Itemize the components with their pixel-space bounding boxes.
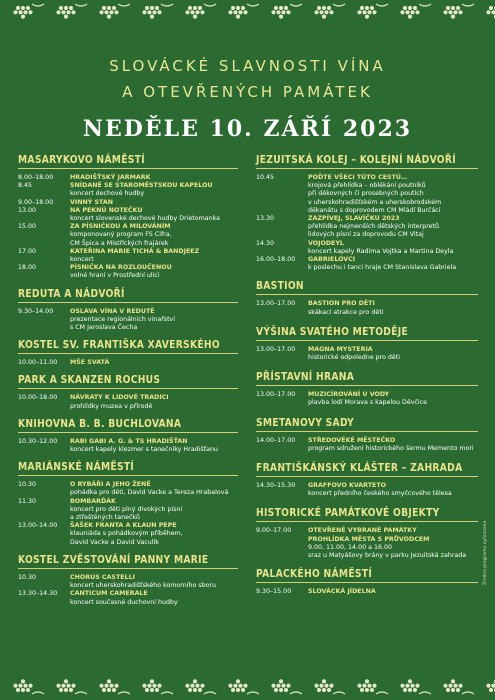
event-name: NA PEKNÚ NOTEČKU <box>70 206 143 214</box>
program-event <box>18 359 238 367</box>
venue-section <box>18 155 238 281</box>
venue-heading: MASARYKOVO NÁMĚSTÍ <box>18 155 238 169</box>
event-time: 8.00–18.00 <box>18 174 54 181</box>
venue-heading: HISTORICKÉ PAMÁTKOVÉ OBJEKTY <box>256 508 478 522</box>
event-description: děkanátu s doprovodem CM Mládí Burčáci <box>308 206 441 214</box>
event-time: 15.00 <box>18 223 37 231</box>
program-event <box>18 223 238 248</box>
event-description: při děkovných či prosebných poutích <box>308 190 424 198</box>
event-description: koncert pro děti plný divokých písní <box>70 505 183 513</box>
grape-pattern-icon <box>0 0 495 36</box>
program-event <box>256 527 478 535</box>
event-description: klauniáda s pohádkovým příběhem, <box>70 530 183 538</box>
program-event <box>256 300 478 316</box>
event-description: CM Špica a Mistříckých frajárek <box>70 239 169 247</box>
event-description: 9.00, 11.00, 14.00 a 16.00 <box>308 543 392 551</box>
event-time: 10.30 <box>18 573 37 581</box>
venue-section <box>256 155 478 272</box>
program-event <box>18 498 238 523</box>
event-name: VINNÝ STAN <box>70 198 113 206</box>
venue-section <box>256 327 478 362</box>
grape-border-top <box>0 0 495 36</box>
event-description: David Vacke a David Vaculík <box>70 538 159 546</box>
event-time: 13.00–14.00 <box>18 522 58 530</box>
program-event <box>256 536 478 561</box>
event-name: CANTICUM CAMERALE <box>70 590 148 598</box>
program-event <box>256 437 478 453</box>
event-time: 8.45 <box>18 182 33 190</box>
event-description: přehlídka nejmenších dětských interpretů <box>308 223 439 231</box>
event-name: KATEŘINA MARIE TICHÁ & BANDJEEZ <box>70 247 200 255</box>
event-description: koncert uherskohradišťského komorního sboru <box>70 582 217 590</box>
event-time: 9.30–14.00 <box>18 307 54 315</box>
event-time: 17.00 <box>18 247 37 255</box>
event-time: 14.30–15.30 <box>256 482 296 490</box>
venue-heading: SMETANOVY SADY <box>256 418 478 432</box>
event-name: OTEVŘENÉ VYBRANÉ PAMÁTKY <box>308 527 417 535</box>
venue-section <box>18 555 238 607</box>
event-name: MUZICÍROVÁNÍ U VODY <box>308 391 390 399</box>
event-time <box>256 536 308 561</box>
event-description: koncert dechové hudby <box>70 190 145 198</box>
grape-pattern-icon <box>0 664 495 700</box>
event-description: historické odpoledne pro děti <box>308 354 401 362</box>
venue-heading: REDUTA A NÁDVOŘÍ <box>18 289 238 303</box>
venue-heading: PALACKÉHO NÁMĚSTÍ <box>256 569 478 583</box>
program-event <box>256 482 478 498</box>
program-event <box>256 256 478 272</box>
venue-heading: PŘÍSTAVNÍ HRANA <box>256 372 478 386</box>
event-name: ŠAŠEK FRANTA A KLAUN PEPE <box>70 522 177 530</box>
event-description: program sdružení historického šermu Memento mori <box>308 444 474 452</box>
event-description: skákací atrakce pro děti <box>308 308 384 316</box>
event-name: GABRIELOVCI <box>308 256 356 264</box>
venue-section <box>256 418 478 453</box>
event-name: MŠE SVATÁ <box>70 359 110 367</box>
event-name: HRADIŠŤSKÝ JARMARK <box>70 174 151 181</box>
program-event <box>256 174 478 215</box>
event-name: RABI GABI A. G. & TS HRADIŠŤAN <box>70 437 188 445</box>
event-name: POĎTE VŠECI TÚTO CESTÚ… <box>308 174 408 181</box>
event-time: 10.30 <box>18 481 37 489</box>
program-event <box>18 199 238 207</box>
event-description: koncert <box>70 256 94 264</box>
program-event <box>18 574 238 590</box>
venue-section <box>256 281 478 316</box>
event-name: STŘEDOVĚKÉ MĚSTEČKO <box>308 436 396 444</box>
event-time: 9.00–18.00 <box>18 198 54 206</box>
venue-heading: FRANTIŠKÁNSKÝ KLÁŠTER – ZAHRADA <box>256 463 478 477</box>
venue-heading: MARIÁNSKÉ NÁMĚSTÍ <box>18 462 238 476</box>
program-event <box>18 207 238 223</box>
event-description: a ztřeštěných tanečků <box>70 514 140 522</box>
venue-section <box>18 375 238 410</box>
program-event <box>18 182 238 198</box>
event-name: BASTION PRO DĚTI <box>308 300 375 308</box>
venue-heading: VÝŠINA SVATÉHO METODĚJE <box>256 327 478 341</box>
event-description: k poslechu i tanci hraje CM Stanislava Gabriela <box>308 264 457 272</box>
event-time: 13.00–17.00 <box>256 391 296 399</box>
event-time: 13.00–17.00 <box>256 300 296 308</box>
disclaimer-note: Změna programu vyhrazena <box>483 520 488 585</box>
venue-section <box>18 419 238 454</box>
program-column-right <box>256 155 478 596</box>
event-description: lidových písní za doprovodu CM Vitaj <box>308 231 424 239</box>
event-time: 9.00–17.00 <box>256 527 292 535</box>
event-name: PROHLÍDKA MĚSTA S PRŮVODCEM <box>308 535 430 543</box>
event-description: koncert předního českého smyčcového tělesa <box>308 490 452 498</box>
event-description: koncert současné duchovní hudby <box>70 598 178 606</box>
event-name: O RYBÁŘI A JEHO ŽENĚ <box>70 481 151 489</box>
event-description: v uherskohradišťském a uherskobrodském <box>308 198 442 206</box>
event-description: pohádka pro děti, David Vacke a Tereza Hrabalová <box>70 489 229 497</box>
event-description: volné hraní v Prostřední ulici <box>70 272 160 280</box>
program-event <box>256 346 478 362</box>
event-time: 13.30–14.30 <box>18 590 58 598</box>
event-time: 16.00–18.00 <box>256 256 296 264</box>
event-name: NÁVRATY K LIDOVÉ TRADICI <box>70 394 169 402</box>
event-time: 14.30 <box>256 239 275 247</box>
venue-heading: JEZUITSKÁ KOLEJ – KOLEJNÍ NÁDVOŘÍ <box>256 155 478 169</box>
event-name: ZA PÍSNIČKOU A MILOVÁNÍM <box>70 223 171 231</box>
event-description: koncert slovenské dechové hudby Drietomanka <box>70 215 220 223</box>
event-description: s CM Jaroslava Čecha <box>70 324 138 332</box>
festival-title-line2: A OTEVŘENÝCH PAMÁTEK <box>122 83 373 101</box>
event-date: NEDĚLE 10. ZÁŘÍ 2023 <box>82 116 413 142</box>
event-time: 10.00–11.00 <box>18 359 58 367</box>
venue-heading: KNIHOVNA B. B. BUCHLOVANA <box>18 419 238 433</box>
event-name: ZAZPÍVEJ, SLAVÍČKU 2023 <box>308 215 400 223</box>
event-time: 10.00–18.00 <box>18 394 58 402</box>
event-time: 13.00–17.00 <box>256 345 296 353</box>
event-name: BOMBARĎÁK <box>70 497 116 505</box>
program-event <box>18 438 238 454</box>
program-column-left <box>18 155 238 607</box>
program-event <box>18 174 238 182</box>
program-event <box>256 215 478 240</box>
event-name: GRAFFOVO KVARTETO <box>308 482 386 490</box>
venue-heading: BASTION <box>256 281 478 295</box>
event-time: 10.45 <box>256 174 275 181</box>
program-event <box>18 248 238 264</box>
event-name: OSLAVA VÍNA V REDUTĚ <box>70 307 155 315</box>
program-event <box>18 590 238 606</box>
venue-section <box>18 289 238 333</box>
event-time: 9.30–15.00 <box>256 588 292 596</box>
event-description: koncert kapely klezmer s tanečníky Hradišťanu <box>70 446 218 454</box>
venue-section <box>256 569 478 596</box>
event-time: 11.30 <box>18 497 37 505</box>
program-event <box>18 264 238 280</box>
venue-section <box>18 462 238 547</box>
venue-heading: KOSTEL ZVĚSTOVÁNÍ PANNY MARIE <box>18 555 238 569</box>
program-event <box>256 240 478 256</box>
event-description: komponovaný program FS Cifra, <box>70 231 172 239</box>
program-event <box>256 588 478 596</box>
event-description: plavba lodí Morava s kapelou Děvčice <box>308 399 427 407</box>
grape-border-bottom <box>0 664 495 700</box>
event-time: 13.00 <box>18 206 37 214</box>
program-event <box>18 394 238 410</box>
venue-section <box>256 463 478 498</box>
event-time: 13.30 <box>256 215 275 223</box>
venue-section <box>18 340 238 367</box>
event-name: SLOVÁCKÁ JÍDELNA <box>308 588 376 596</box>
event-name: PÍSNIČKA NA ROZLOUČENOU <box>70 264 172 272</box>
event-name: MAGNA MYSTERIA <box>308 345 373 353</box>
event-description: sraz u Matyášovy brány v parku Jezuitská zahrada <box>308 552 467 560</box>
venue-section <box>256 508 478 560</box>
program-event <box>18 308 238 333</box>
event-description: krojová přehlídka – oblékání poutníků <box>308 182 426 190</box>
event-name: CHORUS CASTELLI <box>70 573 135 581</box>
venue-heading: KOSTEL SV. FRANTIŠKA XAVERSKÉHO <box>18 340 238 354</box>
event-name: SNÍDANĚ SE STAROMĚSTSKOU KAPELOU <box>70 182 213 190</box>
event-description: koncert kapely Radima Vojtka a Martina Deyla <box>308 247 454 255</box>
event-time: 14.00–17.00 <box>256 436 296 444</box>
festival-title-line1: SLOVÁCKÉ SLAVNOSTI VÍNA <box>109 57 386 75</box>
event-time: 18.00 <box>18 264 37 272</box>
event-name: VOJODEYL <box>308 239 344 247</box>
event-time: 10.30–12.00 <box>18 437 58 445</box>
program-event <box>18 522 238 547</box>
venue-section <box>256 372 478 407</box>
venue-heading: PARK A SKANZEN ROCHUS <box>18 375 238 389</box>
event-description: prezentace regionálních vinařství <box>70 315 176 323</box>
event-description: prohlídky muzea v přírodě <box>70 402 153 410</box>
program-event <box>18 481 238 497</box>
program-event <box>256 391 478 407</box>
